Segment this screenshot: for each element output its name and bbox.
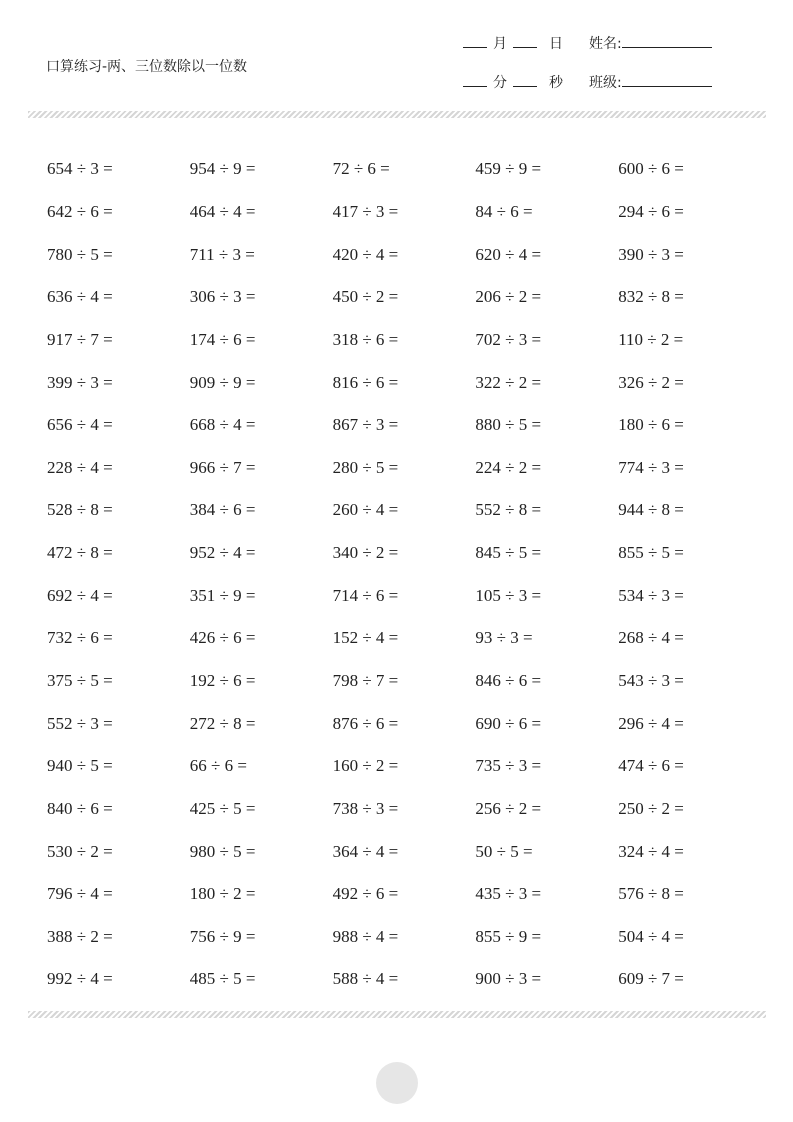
name-blank[interactable] [622,35,712,48]
problem-item: 774 ÷ 3 = [618,457,684,477]
problem-item: 84 ÷ 6 = [475,201,533,221]
problem-item: 472 ÷ 8 = [47,543,113,563]
problem-item: 322 ÷ 2 = [475,372,542,392]
class-blank[interactable] [622,74,712,87]
problem-row [47,617,767,660]
problem-item: 846 ÷ 6 = [475,671,542,690]
problem-item: 576 ÷ 8 = [618,884,684,904]
problem-item: 375 ÷ 5 = [47,671,113,690]
problem-item: 855 ÷ 9 = [475,926,542,946]
problem-grid [47,148,767,1001]
day-label: 日 [549,36,563,52]
problem-item: 340 ÷ 2 = [332,543,399,563]
problem-item: 399 ÷ 3 = [47,372,113,392]
second-label: 秒 [549,75,563,91]
problem-item: 450 ÷ 2 = [332,287,399,307]
class-line [589,72,712,92]
problem-item: 732 ÷ 6 = [47,628,113,648]
problem-item: 256 ÷ 2 = [475,798,542,818]
problem-row [47,361,767,404]
problem-item: 636 ÷ 4 = [47,287,113,307]
problem-item: 160 ÷ 2 = [332,756,399,776]
problem-item: 980 ÷ 5 = [189,841,256,861]
problem-item: 50 ÷ 5 = [475,841,533,861]
problem-item: 192 ÷ 6 = [189,671,256,690]
problem-row [47,191,767,234]
problem-item: 417 ÷ 3 = [332,201,399,221]
problem-row [47,873,767,916]
problem-item: 690 ÷ 6 = [475,713,542,733]
problem-row [47,148,767,191]
minute-blank[interactable] [463,74,487,87]
problem-item: 668 ÷ 4 = [189,415,256,435]
problem-item: 966 ÷ 7 = [189,457,256,477]
problem-item: 294 ÷ 6 = [618,201,684,221]
problem-item: 426 ÷ 6 = [189,628,256,648]
problem-item: 492 ÷ 6 = [332,884,399,904]
problem-item: 174 ÷ 6 = [189,329,256,349]
problem-row [47,745,767,788]
problem-item: 845 ÷ 5 = [475,543,542,563]
problem-item: 988 ÷ 4 = [332,926,399,946]
problem-item: 206 ÷ 2 = [475,287,542,307]
problem-row [47,830,767,873]
problem-item: 66 ÷ 6 = [189,756,247,776]
problem-item: 224 ÷ 2 = [475,457,542,477]
problem-item: 738 ÷ 3 = [332,798,399,818]
month-blank[interactable] [463,35,487,48]
problem-item: 796 ÷ 4 = [47,884,113,904]
problem-item: 272 ÷ 8 = [189,713,256,733]
problem-item: 364 ÷ 4 = [332,841,399,861]
top-divider [28,111,766,118]
problem-item: 642 ÷ 6 = [47,201,113,221]
problem-item: 944 ÷ 8 = [618,500,684,520]
problem-item: 306 ÷ 3 = [189,287,256,307]
problem-item: 543 ÷ 3 = [618,671,684,690]
problem-item: 268 ÷ 4 = [618,628,684,648]
problem-item: 351 ÷ 9 = [189,585,256,605]
minute-label: 分 [493,75,507,91]
problem-item: 459 ÷ 9 = [475,159,542,179]
problem-item: 692 ÷ 4 = [47,585,113,605]
problem-item: 714 ÷ 6 = [332,585,399,605]
problem-row [47,319,767,362]
problem-item: 992 ÷ 4 = [47,969,113,989]
problem-row [47,574,767,617]
problem-item: 816 ÷ 6 = [332,372,399,392]
problem-item: 620 ÷ 4 = [475,244,542,264]
problem-item: 464 ÷ 4 = [189,201,256,221]
problem-item: 474 ÷ 6 = [618,756,684,776]
problem-item: 250 ÷ 2 = [618,798,684,818]
problem-row [47,702,767,745]
second-blank[interactable] [513,74,537,87]
problem-item: 180 ÷ 2 = [189,884,256,904]
problem-item: 855 ÷ 5 = [618,543,684,563]
problem-row [47,233,767,276]
problem-item: 909 ÷ 9 = [189,372,256,392]
problem-item: 735 ÷ 3 = [475,756,542,776]
bottom-divider [28,1011,766,1018]
problem-row [47,532,767,575]
problem-item: 876 ÷ 6 = [332,713,399,733]
problem-item: 260 ÷ 4 = [332,500,399,520]
problem-row [47,446,767,489]
problem-item: 93 ÷ 3 = [475,628,533,648]
time-line [463,72,563,92]
problem-item: 420 ÷ 4 = [332,244,399,264]
problem-item: 867 ÷ 3 = [332,415,399,435]
problem-item: 110 ÷ 2 = [618,329,684,349]
problem-item: 72 ÷ 6 = [332,159,390,179]
problem-item: 152 ÷ 4 = [332,628,399,648]
worksheet-title: 口算练习-两、三位数除以一位数 [46,59,248,75]
problem-item: 900 ÷ 3 = [475,969,542,989]
problem-item: 656 ÷ 4 = [47,415,113,435]
problem-item: 798 ÷ 7 = [332,671,399,690]
problem-item: 318 ÷ 6 = [332,329,399,349]
problem-item: 530 ÷ 2 = [47,841,113,861]
problem-item: 600 ÷ 6 = [618,159,684,179]
problem-row [47,276,767,319]
problem-row [47,404,767,447]
problem-item: 552 ÷ 8 = [475,500,542,520]
page-number-circle [376,1062,418,1104]
problem-item: 425 ÷ 5 = [189,798,256,818]
problem-item: 388 ÷ 2 = [47,926,113,946]
name-line [589,33,712,53]
problem-row [47,958,767,1001]
problem-item: 324 ÷ 4 = [618,841,684,861]
problem-item: 917 ÷ 7 = [47,329,113,349]
problem-item: 180 ÷ 6 = [618,415,684,435]
problem-item: 952 ÷ 4 = [189,543,256,563]
problem-row [47,660,767,703]
problem-item: 485 ÷ 5 = [189,969,256,989]
problem-item: 756 ÷ 9 = [189,926,256,946]
problem-item: 228 ÷ 4 = [47,457,113,477]
problem-item: 296 ÷ 4 = [618,713,684,733]
problem-item: 840 ÷ 6 = [47,798,113,818]
problem-item: 390 ÷ 3 = [618,244,684,264]
date-line [463,33,563,53]
class-label: 班级: [589,75,622,91]
problem-item: 280 ÷ 5 = [332,457,399,477]
problem-item: 528 ÷ 8 = [47,500,113,520]
day-blank[interactable] [513,35,537,48]
problem-item: 105 ÷ 3 = [475,585,542,605]
problem-item: 384 ÷ 6 = [189,500,256,520]
problem-item: 609 ÷ 7 = [618,969,684,989]
problem-item: 940 ÷ 5 = [47,756,113,776]
month-label: 月 [493,36,507,52]
problem-item: 702 ÷ 3 = [475,329,542,349]
problem-row [47,916,767,959]
problem-item: 832 ÷ 8 = [618,287,684,307]
problem-item: 435 ÷ 3 = [475,884,542,904]
problem-item: 534 ÷ 3 = [618,585,684,605]
problem-item: 880 ÷ 5 = [475,415,542,435]
problem-row [47,788,767,831]
problem-item: 326 ÷ 2 = [618,372,684,392]
problem-item: 654 ÷ 3 = [47,159,113,179]
problem-item: 954 ÷ 9 = [189,159,256,179]
problem-item: 780 ÷ 5 = [47,244,113,264]
problem-item: 504 ÷ 4 = [618,926,684,946]
problem-item: 711 ÷ 3 = [189,244,255,264]
problem-item: 552 ÷ 3 = [47,713,113,733]
name-label: 姓名: [589,36,622,52]
problem-item: 588 ÷ 4 = [332,969,399,989]
problem-row [47,489,767,532]
